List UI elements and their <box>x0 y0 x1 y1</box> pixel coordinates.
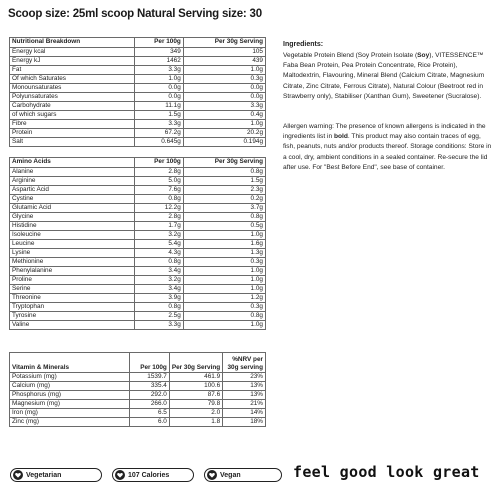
cell-value: 1.8 <box>169 418 222 427</box>
cell-value: 3.3g <box>183 101 265 110</box>
cell-value: 3.4g <box>135 266 184 275</box>
table-row <box>10 266 266 275</box>
row-label: Fibre <box>10 119 135 128</box>
cell-value: 461.9 <box>169 373 222 382</box>
table-row <box>10 119 266 128</box>
cell-value: 0.0g <box>135 83 184 92</box>
table-row <box>10 293 266 302</box>
table-row <box>10 110 266 119</box>
row-label: Threonine <box>10 293 135 302</box>
row-label: of which sugars <box>10 110 135 119</box>
row-label: Valine <box>10 320 135 329</box>
row-label: Phenylalanine <box>10 266 135 275</box>
table-row <box>10 239 266 248</box>
vegan-badge <box>204 468 282 482</box>
cell-value: 0.8g <box>183 167 265 176</box>
cell-value: 1.0g <box>135 74 184 83</box>
cell-value: 0.8g <box>135 194 184 203</box>
cell-value: 6.0 <box>130 418 169 427</box>
cell-value: 6.5 <box>130 409 169 418</box>
cell-value: 1.2g <box>183 293 265 302</box>
row-label: Potassium (mg) <box>10 373 130 382</box>
ingredients-text-part: ), VITESSENCE™ Faba Bean Protein, Pea Protein Concentrate, Rice Protein), Maltodextrin, Flavouring, Mineral Blend (Calcium Citrate, Magnesium Citrate, Zinc Citrate, Ferrous Citrate), Natural Colour (Beetroot red in Strawberry only), Stabiliser (Xanthan Gum), Sweetener (Sucralose). <box>283 52 485 100</box>
cell-value: 1.5g <box>135 110 184 119</box>
cell-value: 3.3g <box>135 119 184 128</box>
row-label: Energy kcal <box>10 47 135 56</box>
table-row <box>10 230 266 239</box>
table-row <box>10 382 266 391</box>
cell-value: 3.7g <box>183 203 265 212</box>
cell-value: 0.3g <box>183 257 265 266</box>
cell-value: 13% <box>223 391 266 400</box>
cell-value: 100.6 <box>169 382 222 391</box>
cell-value: 5.4g <box>135 239 184 248</box>
cell-value: 67.2g <box>135 128 184 137</box>
table-row <box>10 92 266 101</box>
cell-value: 2.0 <box>169 409 222 418</box>
row-label: Zinc (mg) <box>10 418 130 427</box>
table-row <box>10 128 266 137</box>
column-header: Per 30g Serving <box>183 38 265 48</box>
table-header-row <box>10 353 266 373</box>
cell-value: 3.4g <box>135 284 184 293</box>
allergen-warning-text <box>283 122 493 173</box>
table-row <box>10 391 266 400</box>
table-row <box>10 185 266 194</box>
row-label: Lysine <box>10 248 135 257</box>
cell-value: 20.2g <box>183 128 265 137</box>
allergen-bold-word: bold <box>333 133 348 141</box>
cell-value: 1.5g <box>183 176 265 185</box>
row-label: Calcium (mg) <box>10 382 130 391</box>
cell-value: 18% <box>223 418 266 427</box>
column-header: Vitamin & Minerals <box>10 353 130 373</box>
cell-value: 13% <box>223 382 266 391</box>
cell-value: 23% <box>223 373 266 382</box>
table-row <box>10 302 266 311</box>
row-label: Tryptophan <box>10 302 135 311</box>
cell-value: 266.0 <box>130 400 169 409</box>
row-label: Energy kJ <box>10 56 135 65</box>
ingredients-text-part: Vegetable Protein Blend (Soy Protein Isolate ( <box>283 52 418 59</box>
cell-value: 1.0g <box>183 284 265 293</box>
table-row <box>10 194 266 203</box>
cell-value: 1.0g <box>183 275 265 284</box>
row-label: Cystine <box>10 194 135 203</box>
cell-value: 0.0g <box>183 83 265 92</box>
heart-icon <box>207 470 217 480</box>
cell-value: 7.6g <box>135 185 184 194</box>
table-row <box>10 257 266 266</box>
column-header: Per 100g <box>135 158 184 168</box>
table-row <box>10 65 266 74</box>
table-row <box>10 320 266 329</box>
cell-value: 1.7g <box>135 221 184 230</box>
row-label: Glutamic Acid <box>10 203 135 212</box>
allergen-text-part: . This product may also contain traces of egg, fish, peanuts, nuts and/or products thereof. Storage conditions: Store in a cool, dry, ambient conditions in a sealed container. Re-secure the lid after use. For "Best Before End", see base of container. <box>283 133 492 171</box>
cell-value: 292.0 <box>130 391 169 400</box>
cell-value: 1.0g <box>183 266 265 275</box>
cell-value: 335.4 <box>130 382 169 391</box>
badge-label: Vegetarian <box>26 471 62 479</box>
cell-value: 0.3g <box>183 74 265 83</box>
table-row <box>10 409 266 418</box>
cell-value: 21% <box>223 400 266 409</box>
cell-value: 3.9g <box>135 293 184 302</box>
cell-value: 3.3g <box>135 320 184 329</box>
cell-value: 1.0g <box>183 230 265 239</box>
cell-value: 1462 <box>135 56 184 65</box>
cell-value: 2.3g <box>183 185 265 194</box>
cell-value: 11.1g <box>135 101 184 110</box>
row-label: Phosphorus (mg) <box>10 391 130 400</box>
cell-value: 1.6g <box>183 239 265 248</box>
row-label: Carbohydrate <box>10 101 135 110</box>
cell-value: 105 <box>183 47 265 56</box>
cell-value: 2.8g <box>135 212 184 221</box>
nutritional-breakdown-table <box>9 37 266 147</box>
cell-value: 0.5g <box>183 221 265 230</box>
cell-value: 349 <box>135 47 184 56</box>
row-label: Isoleucine <box>10 230 135 239</box>
row-label: Magnesium (mg) <box>10 400 130 409</box>
cell-value: 0.2g <box>183 194 265 203</box>
table-row <box>10 56 266 65</box>
cell-value: 0.4g <box>183 110 265 119</box>
table-row <box>10 203 266 212</box>
table-row <box>10 212 266 221</box>
cell-value: 1.0g <box>183 65 265 74</box>
table-row <box>10 83 266 92</box>
row-label: Monounsaturates <box>10 83 135 92</box>
ingredients-text <box>283 51 493 102</box>
cell-value: 0.8g <box>183 212 265 221</box>
table-row <box>10 101 266 110</box>
cell-value: 3.2g <box>135 230 184 239</box>
row-label: Methionine <box>10 257 135 266</box>
column-header: Amino Acids <box>10 158 135 168</box>
tagline: feel good look great <box>293 463 480 481</box>
cell-value: 2.5g <box>135 311 184 320</box>
cell-value: 5.0g <box>135 176 184 185</box>
table-row <box>10 400 266 409</box>
row-label: Fat <box>10 65 135 74</box>
row-label: Arginine <box>10 176 135 185</box>
cell-value: 12.2g <box>135 203 184 212</box>
table-row <box>10 275 266 284</box>
calories-badge <box>112 468 194 482</box>
cell-value: 0.8g <box>135 257 184 266</box>
cell-value: 1539.7 <box>130 373 169 382</box>
row-label: Leucine <box>10 239 135 248</box>
row-label: Serine <box>10 284 135 293</box>
cell-value: 0.0g <box>135 92 184 101</box>
row-label: Of which Saturates <box>10 74 135 83</box>
cell-value: 1.0g <box>183 119 265 128</box>
vitamins-minerals-table <box>9 352 266 427</box>
allergen-soy: Soy <box>417 52 430 59</box>
vegetarian-badge <box>10 468 102 482</box>
row-label: Tyrosine <box>10 311 135 320</box>
badge-row <box>10 468 282 482</box>
cell-value: 0.645g <box>135 137 184 146</box>
column-header: Per 100g <box>130 353 169 373</box>
table-row <box>10 284 266 293</box>
table-header-row <box>10 38 266 48</box>
cell-value: 79.8 <box>169 400 222 409</box>
row-label: Glycine <box>10 212 135 221</box>
ingredients-title: Ingredients: <box>283 41 324 48</box>
cell-value: 3.2g <box>135 275 184 284</box>
amino-acids-table <box>9 157 266 330</box>
table-row <box>10 221 266 230</box>
column-header: %NRV per 30g serving <box>223 353 266 373</box>
row-label: Polyunsaturates <box>10 92 135 101</box>
row-label: Salt <box>10 137 135 146</box>
row-label: Proline <box>10 275 135 284</box>
cell-value: 0.194g <box>183 137 265 146</box>
cell-value: 87.6 <box>169 391 222 400</box>
table-header-row <box>10 158 266 168</box>
cell-value: 14% <box>223 409 266 418</box>
cell-value: 3.3g <box>135 65 184 74</box>
badge-label: 107 Calories <box>128 471 170 479</box>
table-row <box>10 176 266 185</box>
heart-icon <box>13 470 23 480</box>
table-row <box>10 248 266 257</box>
cell-value: 439 <box>183 56 265 65</box>
table-row <box>10 418 266 427</box>
badge-label: Vegan <box>220 471 241 479</box>
row-label: Protein <box>10 128 135 137</box>
table-row <box>10 373 266 382</box>
row-label: Iron (mg) <box>10 409 130 418</box>
table-row <box>10 74 266 83</box>
cell-value: 1.0g <box>183 320 265 329</box>
scoop-serving-header: Scoop size: 25ml scoop Natural Serving size: 30 <box>8 8 262 20</box>
row-label: Alanine <box>10 167 135 176</box>
heart-icon <box>115 470 125 480</box>
row-label: Histidine <box>10 221 135 230</box>
column-header: Per 100g <box>135 38 184 48</box>
cell-value: 0.8g <box>183 311 265 320</box>
cell-value: 0.8g <box>135 302 184 311</box>
cell-value: 2.8g <box>135 167 184 176</box>
column-header: Per 30g Serving <box>183 158 265 168</box>
table-row <box>10 47 266 56</box>
table-row <box>10 311 266 320</box>
cell-value: 0.0g <box>183 92 265 101</box>
column-header: Nutritional Breakdown <box>10 38 135 48</box>
table-row <box>10 137 266 146</box>
row-label: Aspartic Acid <box>10 185 135 194</box>
allergen-text-part: Allergen warning: The presence of known allergens is indicated in the ingredients list in <box>283 123 486 141</box>
cell-value: 0.3g <box>183 302 265 311</box>
cell-value: 4.3g <box>135 248 184 257</box>
column-header: Per 30g Serving <box>169 353 222 373</box>
cell-value: 1.3g <box>183 248 265 257</box>
table-row <box>10 167 266 176</box>
